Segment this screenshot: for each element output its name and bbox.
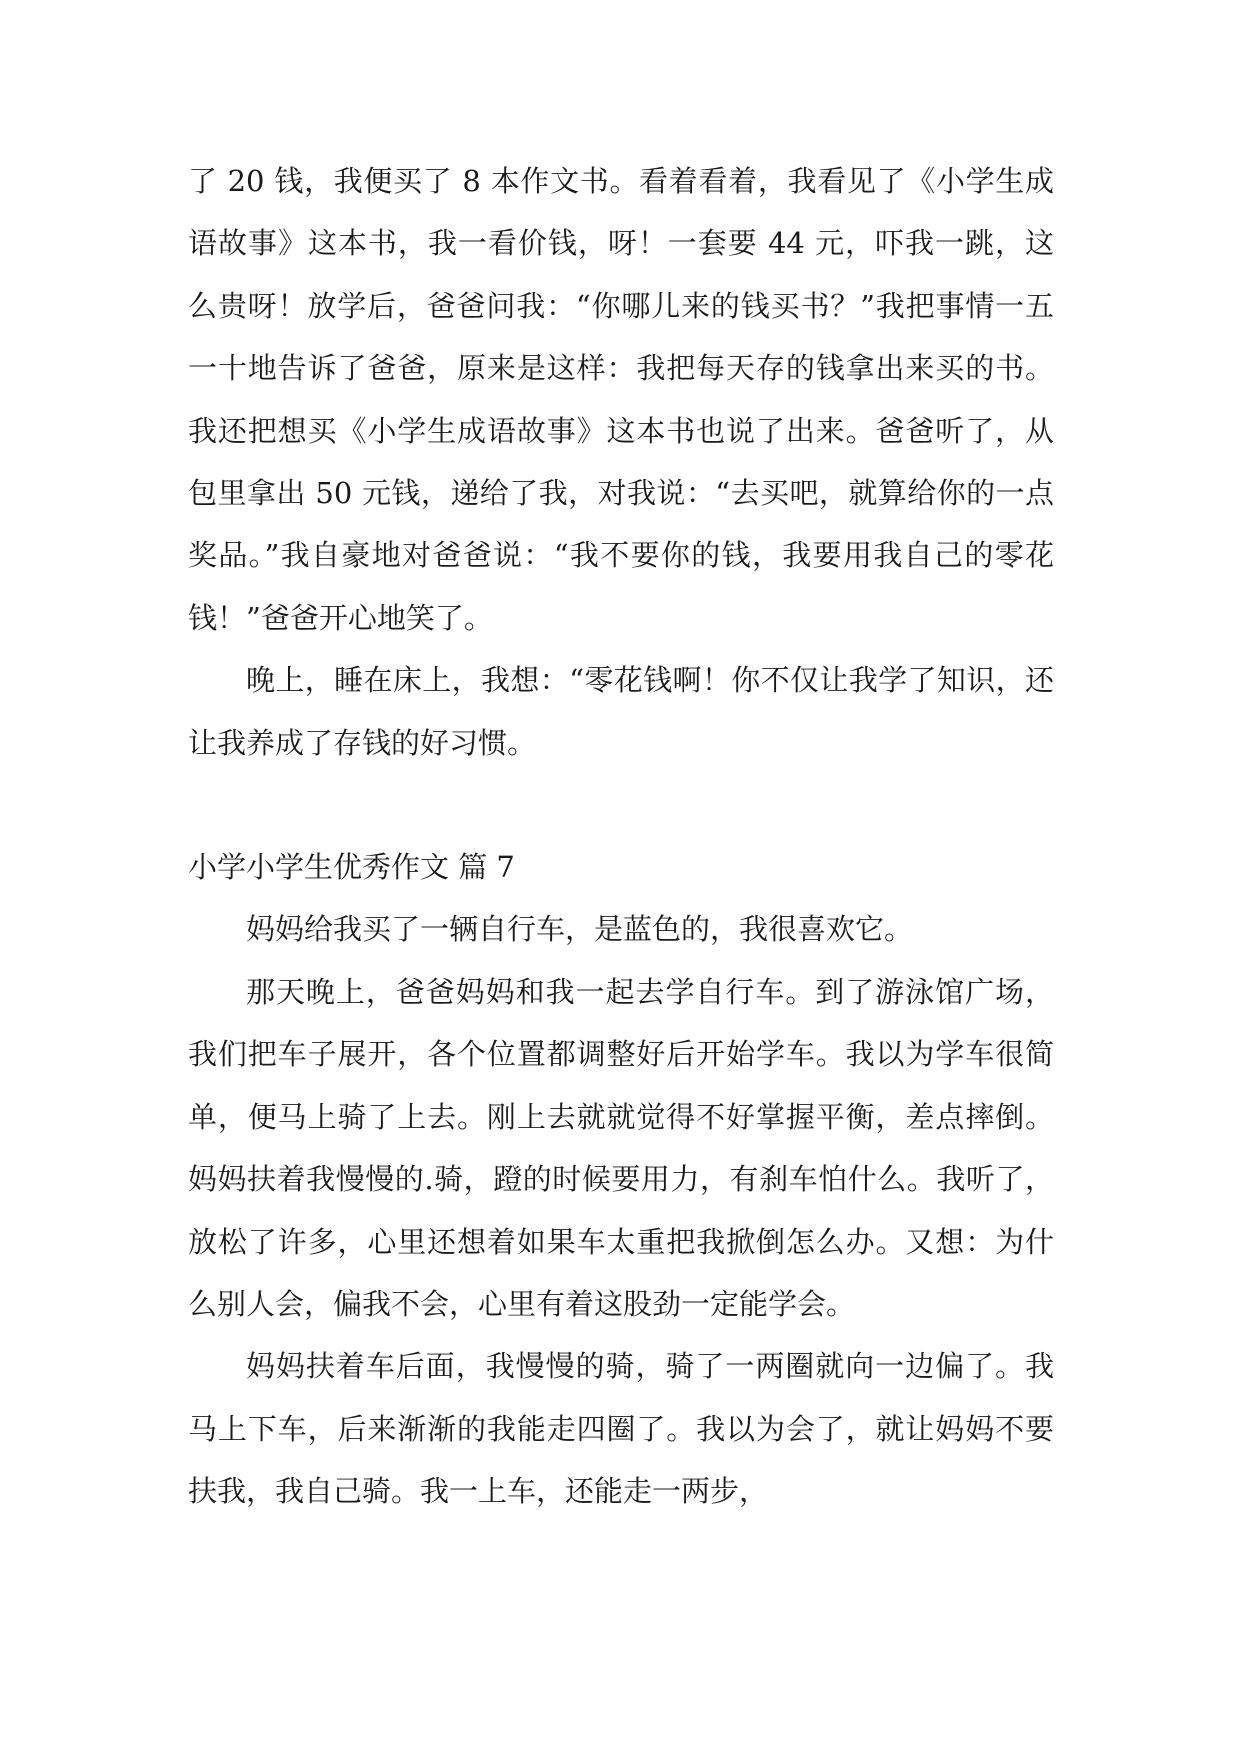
paragraph: 妈妈扶着车后面，我慢慢的骑，骑了一两圈就向一边偏了。我马上下车，后来渐渐的我能走四圈了。我以为会了，就让妈妈不要扶我，我自己骑。我一上车，还能走一两步，	[188, 1349, 1054, 1509]
document-body	[188, 150, 1054, 1523]
section-heading: 小学小学生优秀作文 篇 7	[188, 850, 515, 885]
paragraph: 晚上，睡在床上，我想：“零花钱啊！你不仅让我学了知识，还让我养成了存钱的好习惯。	[188, 663, 1054, 760]
paragraph: 了 20 钱，我便买了 8 本作文书。看着看着，我看见了《小学生成语故事》这本书，我一看价钱，呀！一套要 44 元，吓我一跳，这么贵呀！放学后，爸爸问我：“你哪儿来的钱买书？”我把事情一五一十地告诉了爸爸，原来是这样：我把每天存的钱拿出来买的书。我还把想买《小学生成语故事》这本书也说了出来。爸爸听了，从包里拿出 50 元钱，递给了我，对我说：“去买吧，就算给你的一点奖品。”我自豪地对爸爸说：“我不要你的钱，我要用我自己的零花钱！”爸爸开心地笑了。	[188, 164, 1054, 635]
paragraph: 那天晚上，爸爸妈妈和我一起去学自行车。到了游泳馆广场，我们把车子展开，各个位置都调整好后开始学车。我以为学车很简单，便马上骑了上去。刚上去就就觉得不好掌握平衡，差点摔倒。妈妈扶着我慢慢的.骑，蹬的时候要用力，有刹车怕什么。我听了，放松了许多，心里还想着如果车太重把我掀倒怎么办。又想：为什么别人会，偏我不会，心里有着这股劲一定能学会。	[188, 974, 1054, 1321]
paragraph: 妈妈给我买了一辆自行车，是蓝色的，我很喜欢它。	[246, 912, 914, 947]
